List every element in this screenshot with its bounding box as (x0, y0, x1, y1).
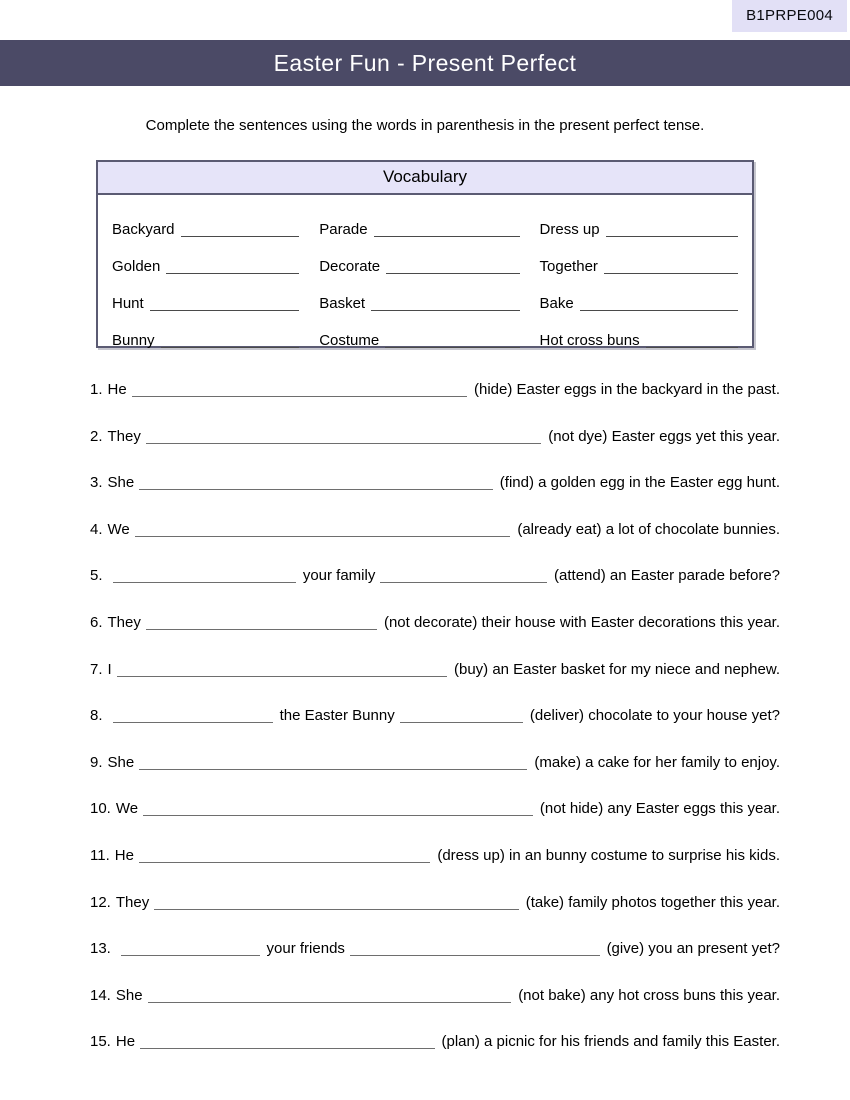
vocab-word: Hunt (112, 295, 144, 312)
page-title: Easter Fun - Present Perfect (273, 49, 577, 76)
answer-blank[interactable] (139, 847, 430, 863)
answer-blank[interactable] (146, 614, 377, 630)
sentence-row (90, 564, 780, 584)
vocabulary-grid (98, 195, 752, 349)
sentence-row (90, 611, 780, 631)
sentence-row (90, 425, 780, 445)
answer-blank[interactable] (113, 707, 273, 723)
vocab-answer-blank[interactable] (385, 333, 519, 348)
vocabulary-box (96, 160, 754, 348)
sentence-text: (already eat) a lot of chocolate bunnies. (517, 520, 780, 538)
sentence-text: (find) a golden egg in the Easter egg hunt. (499, 474, 780, 492)
sentence-text: (not decorate) their house with Easter decorations this year. (383, 613, 780, 631)
sentence-text: (hide) Easter eggs in the backyard in the past. (473, 381, 780, 398)
vocab-item (319, 238, 519, 275)
sentence-text: the Easter Bunny (279, 707, 395, 725)
sentence-text: (attend) an Easter parade before? (554, 567, 780, 585)
sentence-number: 9. (90, 753, 103, 771)
sentence-text: your friends (266, 940, 345, 958)
vocab-item (540, 238, 738, 275)
sentence-text: She (107, 753, 135, 771)
answer-blank[interactable] (350, 940, 600, 956)
vocab-item (540, 312, 738, 349)
vocab-word: Parade (319, 221, 368, 238)
sentence-number: 8. (90, 707, 103, 725)
sentence-text: They (115, 893, 150, 911)
sentence-text: (make) a cake for her family to enjoy. (534, 753, 780, 771)
vocab-item (112, 275, 299, 312)
sentence-row (90, 471, 780, 491)
vocab-item (540, 201, 738, 238)
answer-blank[interactable] (380, 567, 547, 583)
sentence-text: I (107, 660, 112, 678)
sentence-row (90, 984, 780, 1004)
sentence-row (90, 751, 780, 771)
instructions-text: Complete the sentences using the words in parenthesis in the present perfect tense. (145, 117, 705, 134)
vocab-answer-blank[interactable] (371, 296, 519, 311)
answer-blank[interactable] (400, 707, 523, 723)
sentence-number: 6. (90, 613, 103, 631)
sentence-list (90, 378, 780, 1077)
sentence-text: He (107, 381, 127, 398)
vocab-item (319, 275, 519, 312)
answer-blank[interactable] (143, 800, 533, 816)
sentence-number: 11. (90, 846, 110, 864)
answer-blank[interactable] (113, 567, 296, 583)
vocab-answer-blank[interactable] (580, 296, 738, 311)
answer-blank[interactable] (121, 940, 260, 956)
sentence-row (90, 797, 780, 817)
sentence-text: (deliver) chocolate to your house yet? (529, 707, 780, 725)
vocab-answer-blank[interactable] (386, 259, 519, 274)
sentence-text: They (107, 427, 141, 445)
vocab-item (112, 312, 299, 349)
sentence-row (90, 378, 780, 398)
sentence-number: 3. (90, 474, 103, 492)
sentence-text: (dress up) in an bunny costume to surprise his kids. (437, 846, 780, 864)
vocab-answer-blank[interactable] (166, 259, 299, 274)
answer-blank[interactable] (139, 754, 527, 770)
sentence-text: (not dye) Easter eggs yet this year. (548, 427, 780, 445)
vocab-answer-blank[interactable] (606, 222, 738, 237)
sentence-text: She (115, 986, 143, 1004)
answer-blank[interactable] (146, 428, 541, 444)
sentence-row (90, 1030, 780, 1050)
answer-blank[interactable] (139, 474, 493, 490)
worksheet-code-badge: B1PRPE004 (732, 0, 847, 32)
sentence-number: 5. (90, 567, 103, 585)
sentence-number: 13. (90, 940, 111, 958)
vocab-answer-blank[interactable] (374, 222, 520, 237)
vocab-word: Dress up (539, 221, 600, 238)
answer-blank[interactable] (135, 521, 511, 537)
sentence-text: (plan) a picnic for his friends and family this Easter. (441, 1033, 780, 1051)
sentence-number: 7. (90, 660, 103, 678)
sentence-text: (buy) an Easter basket for my niece and nephew. (453, 660, 780, 678)
vocab-item (112, 201, 299, 238)
sentence-text: He (114, 846, 134, 864)
sentence-row (90, 891, 780, 911)
vocab-word: Hot cross buns (539, 332, 640, 349)
sentence-number: 1. (90, 381, 103, 398)
sentence-text: They (107, 613, 141, 631)
sentence-text: (not bake) any hot cross buns this year. (518, 986, 780, 1004)
sentence-text: We (107, 520, 130, 538)
sentence-row (90, 704, 780, 724)
sentence-row (90, 518, 780, 538)
vocabulary-title: Vocabulary (98, 162, 752, 195)
vocab-item (540, 275, 738, 312)
vocab-answer-blank[interactable] (181, 222, 300, 237)
answer-blank[interactable] (117, 661, 447, 677)
sentence-number: 12. (90, 893, 111, 911)
sentence-text: your family (302, 567, 376, 585)
sentence-text: (give) you an present yet? (606, 940, 780, 958)
vocab-item (319, 312, 519, 349)
sentence-text: (not hide) any Easter eggs this year. (539, 800, 780, 818)
sentence-number: 4. (90, 520, 103, 538)
sentence-row (90, 658, 780, 678)
vocab-word: Basket (319, 295, 366, 312)
vocab-word: Backyard (112, 221, 175, 238)
vocab-answer-blank[interactable] (161, 333, 300, 348)
sentence-number: 15. (90, 1033, 111, 1051)
sentence-row (90, 937, 780, 957)
answer-blank[interactable] (132, 381, 467, 397)
sentence-text: We (115, 800, 139, 818)
vocab-word: Costume (319, 332, 380, 349)
vocab-word: Bunny (112, 332, 155, 349)
vocab-answer-blank[interactable] (604, 259, 738, 274)
title-bar (0, 40, 850, 86)
vocab-word: Together (539, 258, 598, 275)
sentence-text: (take) family photos together this year. (525, 893, 780, 911)
sentence-number: 2. (90, 427, 103, 445)
vocab-word: Golden (112, 258, 161, 275)
sentence-row (90, 844, 780, 864)
sentence-text: He (115, 1033, 136, 1051)
vocab-word: Bake (539, 295, 574, 312)
vocab-answer-blank[interactable] (646, 333, 738, 348)
vocab-answer-blank[interactable] (150, 296, 300, 311)
sentence-number: 14. (90, 986, 111, 1004)
answer-blank[interactable] (148, 987, 512, 1003)
vocab-item (112, 238, 299, 275)
vocab-item (319, 201, 519, 238)
answer-blank[interactable] (140, 1033, 434, 1049)
sentence-text: She (107, 474, 135, 492)
vocab-word: Decorate (319, 258, 381, 275)
answer-blank[interactable] (154, 894, 518, 910)
sentence-number: 10. (90, 800, 111, 818)
